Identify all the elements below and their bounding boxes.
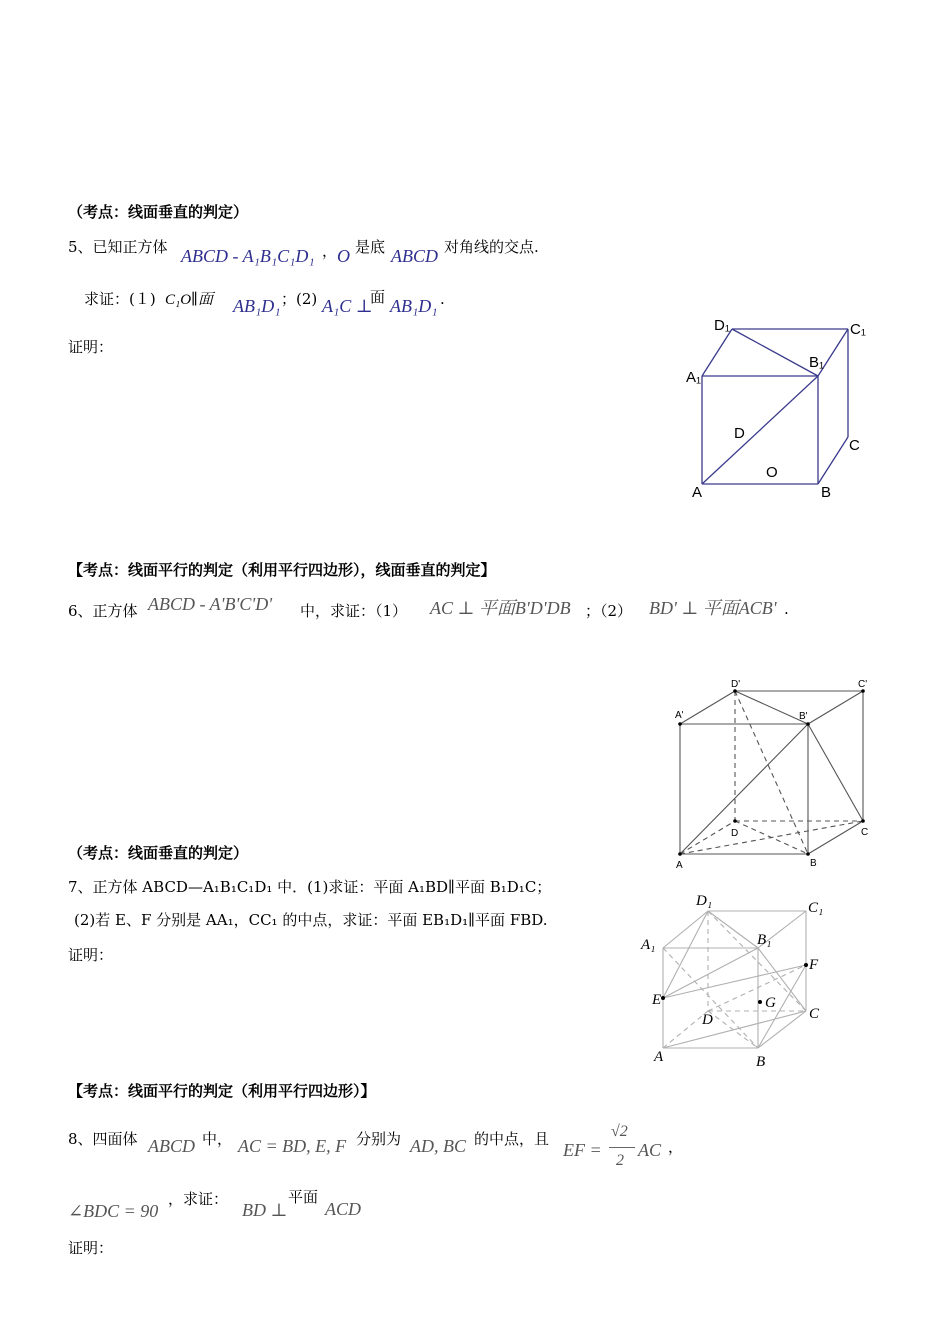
- q8-prove: ，求证：: [168, 1190, 229, 1208]
- topic-6: 【考点：线面平行的判定（利用平行四边形），线面垂直的判定】: [68, 561, 496, 579]
- label-c1: C₁: [808, 900, 824, 916]
- q7-line1: 7、正方体 ABCD—A₁B₁C₁D₁ 中．(1)求证：平面 A₁BD∥平面 B₁D₁C；: [68, 878, 552, 896]
- q5-prefix: 5、已知正方体: [68, 238, 168, 256]
- q8-plane: ACD: [325, 1199, 361, 1219]
- proof-label-7: 证明：: [68, 946, 114, 964]
- label-a: A: [676, 860, 683, 871]
- q6-prefix: 6、正方体: [68, 602, 138, 620]
- label-e: E: [652, 992, 662, 1008]
- label-g: G: [765, 995, 776, 1011]
- label-a: A: [654, 1049, 664, 1065]
- q8-ac: AC: [638, 1140, 662, 1160]
- cube-figure-7: [636, 888, 846, 1073]
- q8-frac-num: √2: [611, 1123, 628, 1140]
- q8-cond: AC = BD, E, F: [238, 1136, 347, 1156]
- label-c-prime: C': [858, 679, 868, 690]
- q6-solid: ABCD - A'B'C'D': [148, 594, 273, 614]
- cube-figure-6: [668, 672, 878, 872]
- q5-mid: 是底: [355, 238, 386, 256]
- label-a: A: [692, 484, 703, 501]
- q5-solid: ABCD - A₁B₁C₁D₁: [181, 246, 315, 266]
- label-c1: C₁: [850, 321, 866, 338]
- q8-angle: ∠BDC = 90: [68, 1201, 159, 1221]
- prove-5-part1: C₁O∥面: [165, 292, 213, 308]
- q8-solid: ABCD: [148, 1136, 195, 1156]
- label-c: C: [861, 827, 869, 838]
- label-b1: B₁: [757, 932, 772, 948]
- q8-plane-word: 平面: [288, 1188, 319, 1206]
- q8-mid2: 的中点，且: [474, 1130, 550, 1148]
- q6-end: .: [784, 600, 789, 618]
- prove-5-prefix: 求证：(１): [84, 290, 156, 308]
- q6-sep: ；（2）: [585, 602, 633, 620]
- q8-frac-den: 2: [616, 1152, 624, 1169]
- label-b: B: [756, 1054, 766, 1070]
- label-d1: D₁: [714, 317, 730, 334]
- label-a-prime: A': [675, 710, 684, 721]
- cube-figure-5: [680, 310, 880, 505]
- topic-5: （考点：线面垂直的判定）: [68, 203, 249, 221]
- q6-part1: AC ⊥ 平面B'D'DB: [430, 598, 571, 618]
- q6-mid: 中，求证：（1）: [300, 602, 408, 620]
- label-b-prime: B': [799, 711, 808, 722]
- q8-midpoints: AD, BC: [410, 1136, 466, 1156]
- q8-bd: BD ⊥: [242, 1200, 288, 1220]
- proof-label-8: 证明：: [68, 1239, 114, 1257]
- proof-label-5: 证明：: [68, 338, 114, 356]
- label-a1: A₁: [686, 369, 702, 386]
- q8-frac-bar: [609, 1147, 635, 1148]
- label-a1: A₁: [641, 937, 656, 953]
- q8-are: 分别为: [356, 1130, 402, 1148]
- q7-line2: (2)若 E、F 分别是 AA₁，CC₁ 的中点，求证：平面 EB₁D₁∥平面 FBD.: [74, 911, 548, 929]
- label-b: B: [810, 858, 817, 869]
- prove-5-part2: A₁C ⊥: [322, 296, 373, 316]
- q5-base: ABCD: [391, 246, 438, 266]
- q6-part2: BD' ⊥ 平面ACB': [649, 598, 777, 618]
- topic-8: 【考点：线面平行的判定（利用平行四边形）】: [68, 1082, 376, 1100]
- prove-5-sep: ；(2): [281, 290, 318, 308]
- question-5: [68, 236, 168, 257]
- topic-7: （考点：线面垂直的判定）: [68, 844, 249, 862]
- label-d-prime: D': [731, 679, 741, 690]
- label-d: D: [702, 1012, 713, 1028]
- label-c: C: [809, 1006, 820, 1022]
- label-d1: D₁: [696, 893, 713, 909]
- label-d: D: [734, 425, 745, 442]
- q8-mid: 中，: [202, 1130, 233, 1148]
- prove-5-plane2: AB₁D₁: [390, 296, 438, 316]
- label-d: D: [731, 828, 739, 839]
- label-b1: B₁: [809, 354, 825, 371]
- prove-5-dot: .: [440, 290, 445, 308]
- label-c: C: [849, 437, 860, 454]
- prove-5-face: 面: [370, 288, 386, 306]
- q5-end: 对角线的交点.: [444, 238, 539, 256]
- label-f: F: [809, 957, 819, 973]
- label-o: O: [766, 464, 778, 481]
- prove-5-plane1: AB₁D₁: [233, 296, 281, 316]
- q8-ef: EF =: [563, 1140, 602, 1160]
- q8-prefix: 8、四面体: [68, 1130, 138, 1148]
- label-b: B: [821, 484, 832, 501]
- q8-comma: ，: [668, 1138, 684, 1156]
- q5-comma: ，: [322, 242, 338, 260]
- q5-point-o: O: [337, 246, 350, 266]
